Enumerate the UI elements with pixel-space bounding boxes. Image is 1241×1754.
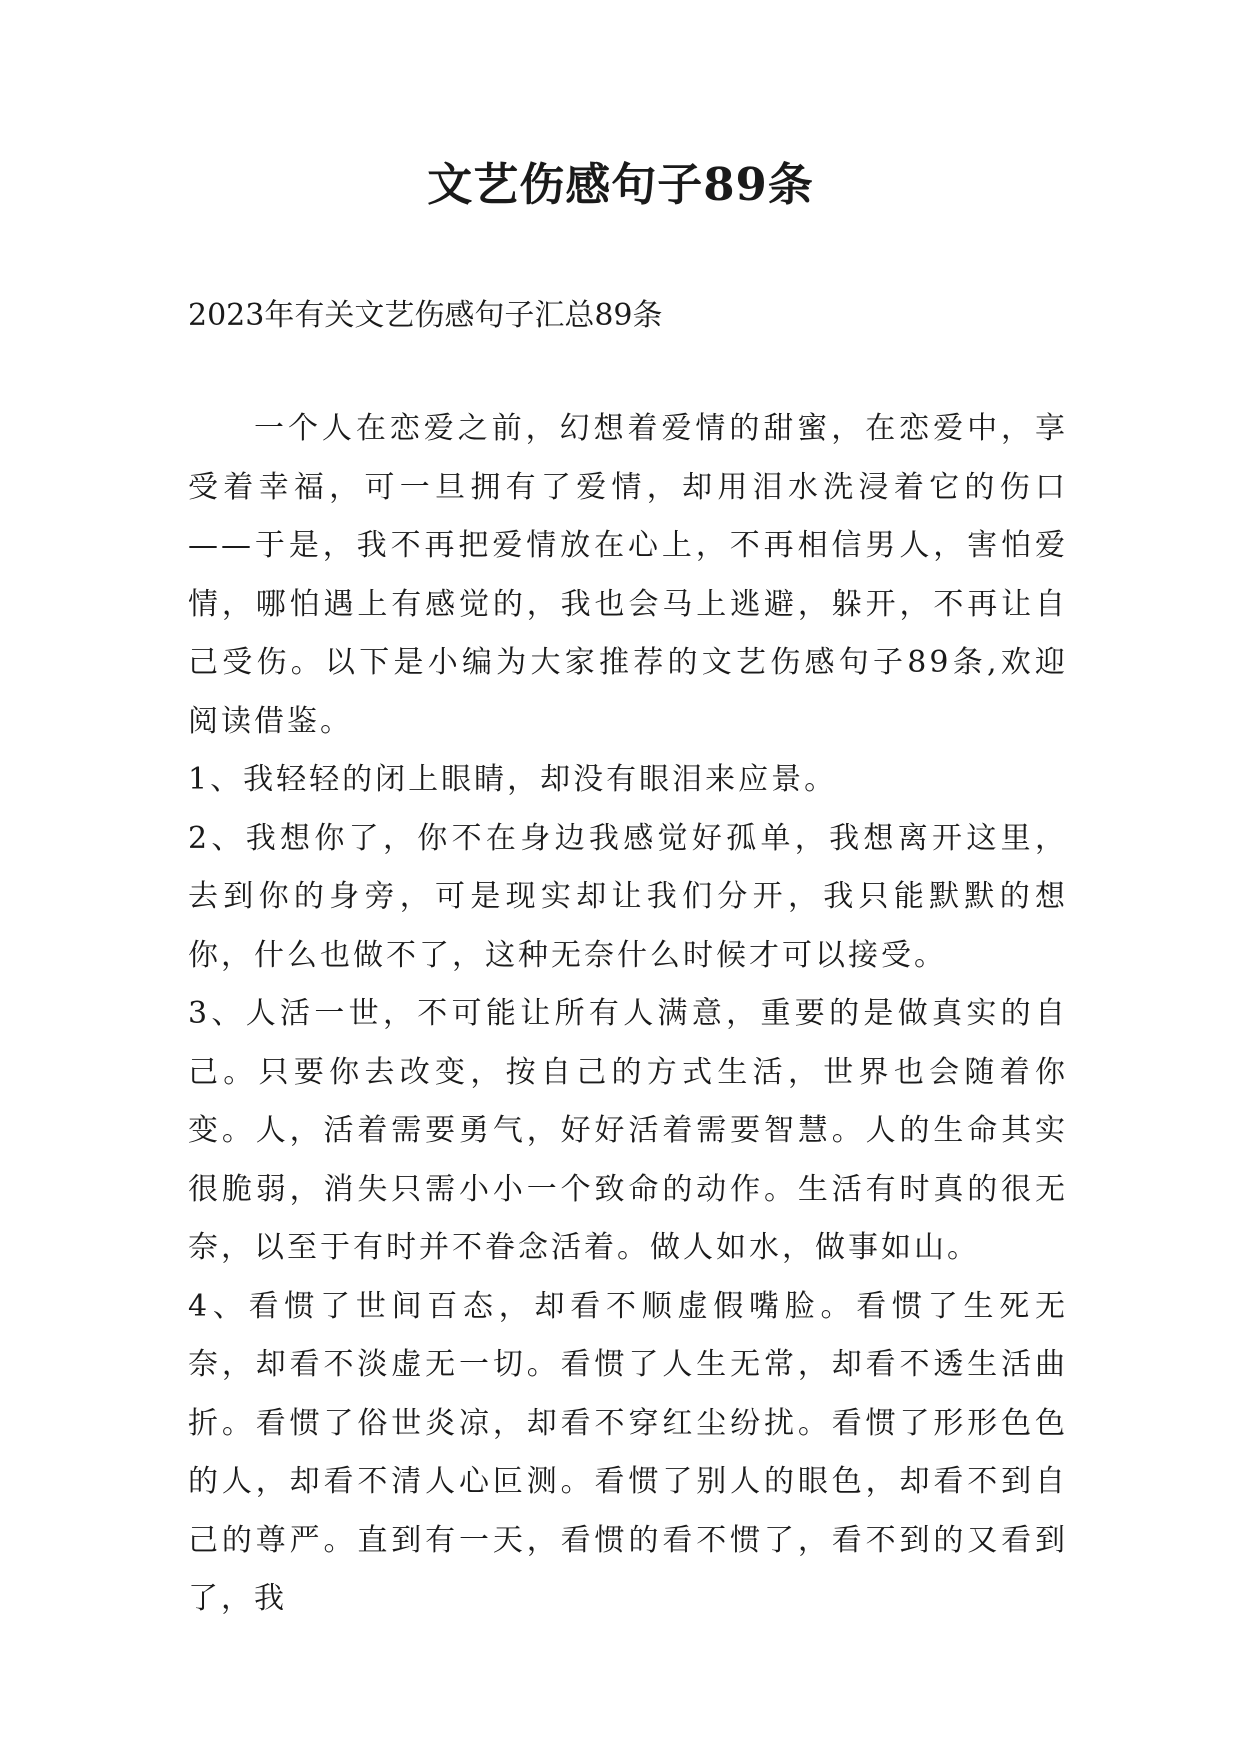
document-title: 文艺伤感句子89条	[427, 158, 814, 211]
document-body	[188, 400, 1068, 1629]
list-item-4: 4、看惯了世间百态，却看不顺虚假嘴脸。看惯了生死无奈，却看不淡虚无一切。看惯了人生无常，却看不透生活曲折。看惯了俗世炎凉，却看不穿红尘纷扰。看惯了形形色色的人，却看不清人心叵测。看惯了别人的眼色，却看不到自己的尊严。直到有一天，看惯的看不惯了，看不到的又看到了，我	[188, 1288, 1068, 1616]
list-item-3: 3、人活一世，不可能让所有人满意，重要的是做真实的自己。只要你去改变，按自己的方式生活，世界也会随着你变。人，活着需要勇气，好好活着需要智慧。人的生命其实很脆弱，消失只需小小一个致命的动作。生活有时真的很无奈，以至于有时并不眷念活着。做人如水，做事如山。	[188, 996, 1068, 1265]
list-item-1: 1、我轻轻的闭上眼睛，却没有眼泪来应景。	[188, 762, 838, 797]
document-subtitle: 2023年有关文艺伤感句子汇总89条	[188, 298, 663, 333]
list-item-2: 2、我想你了，你不在身边我感觉好孤单，我想离开这里，去到你的身旁，可是现实却让我们分开，我只能默默的想你，什么也做不了，这种无奈什么时候才可以接受。	[188, 820, 1068, 973]
intro-paragraph: 一个人在恋爱之前，幻想着爱情的甜蜜，在恋爱中，享受着幸福，可一旦拥有了爱情，却用泪水洗浸着它的伤口——于是，我不再把爱情放在心上，不再相信男人，害怕爱情，哪怕遇上有感觉的，我也会马上逃避，躲开，不再让自己受伤。以下是小编为大家推荐的文艺伤感句子89条,欢迎阅读借鉴。	[188, 411, 1068, 739]
